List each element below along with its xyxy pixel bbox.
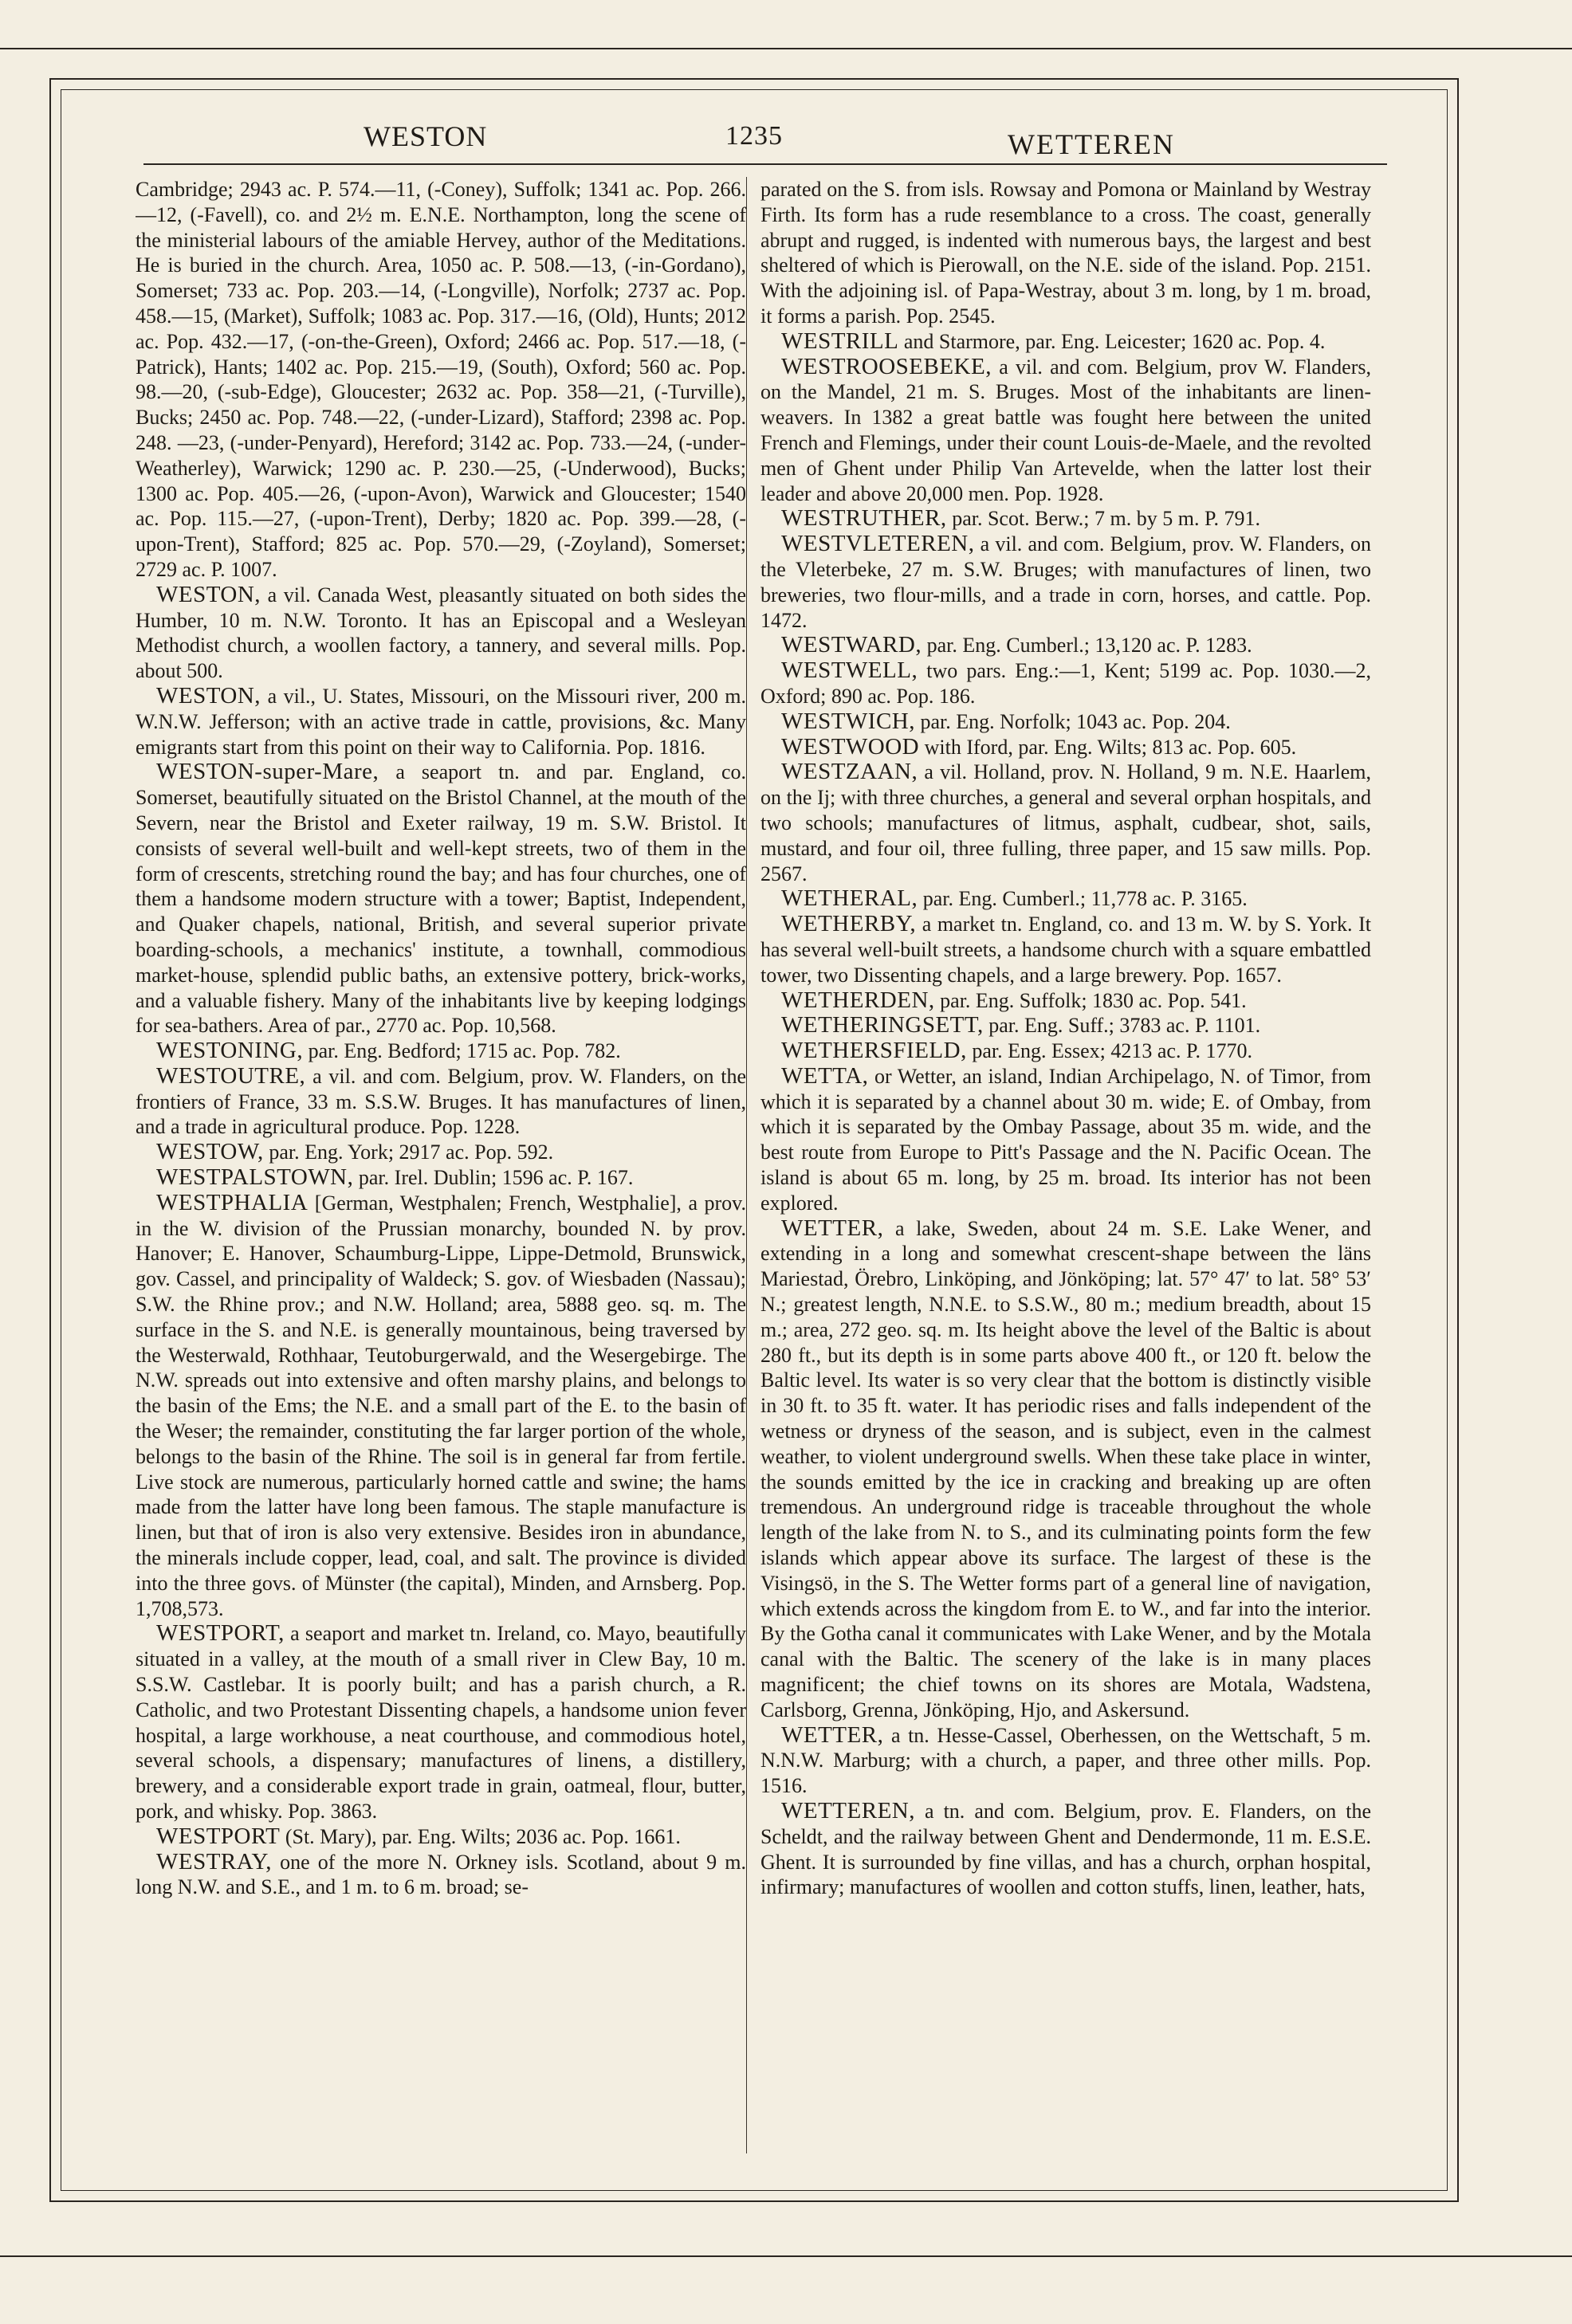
- entry: [760, 633, 1371, 658]
- entry-text: [German, Westphalen; French, Westphalie], a prov. in the W. division of the Prussian monarchy, bounded N. by prov. Hanover; E. Hanover, Schaumburg-Lippe, Lippe-Detmold, Brunswick, gov. Cassel, and principality of Waldeck; S. gov. of Wiesbaden (Nassau); S.W. the Rhine prov.; and N.W. Holland; area, 5888 geo. sq. m. The surface in the S. and N.E. is generally mountainous, being traversed by the Westerwald, Rothhaar, Teutoburgerwald, and the Wesergebirge. The N.W. spreads out into extensive and often marshy plains, and belongs to the basin of the Ems; the N.E. and a small part of the E. to the basin of the Weser; the remainder, constituting the far larger portion of the whole, belongs to the basin of the Rhine. The soil is in general far from fertile. Live stock are numerous, particularly horned cattle and swine; the hams made from the latter have long been famous. The staple manufacture is linen, but that of iron is also very extensive. Besides iron in abundance, the minerals include copper, lead, coal, and salt. The province is divided into the three govs. of Münster (the capital), Minden, and Arnsberg. Pop. 1,708,573.: [136, 1191, 746, 1620]
- entry: [136, 1824, 746, 1850]
- entry: [760, 1216, 1371, 1723]
- entry-text: par. Eng. Cumberl.; 11,778 ac. P. 3165.: [922, 887, 1248, 911]
- entry-headword: WESTVLETEREN,: [781, 531, 975, 557]
- entry: [136, 583, 746, 684]
- entry: [760, 177, 1371, 329]
- entry-text: par. Eng. Essex; 4213 ac. P. 1770.: [972, 1039, 1253, 1063]
- entry-headword: WETHERINGSETT,: [781, 1012, 984, 1038]
- entry-headword: WESTZAAN,: [781, 759, 918, 785]
- entry-text: (St. Mary), par. Eng. Wilts; 2036 ac. Pop. 1661.: [285, 1824, 681, 1848]
- entry-headword: WESTRUTHER,: [781, 505, 947, 532]
- entry-headword: WESTON,: [156, 581, 261, 607]
- entry: [136, 1064, 746, 1140]
- entry-headword: WETHERBY,: [781, 911, 917, 937]
- right-column: [760, 177, 1371, 2161]
- entry-text: par. Irel. Dublin; 1596 ac. P. 167.: [358, 1166, 634, 1190]
- entry-text: par. Eng. Bedford; 1715 ac. Pop. 782.: [308, 1039, 621, 1063]
- entry: [136, 177, 746, 583]
- entry-headword: WESTRILL: [781, 328, 899, 354]
- entry-text: a vil. and com. Belgium, prov W. Flanders, on the Mandel, 21 m. S. Bruges. Most of the inhabitants are linen-weavers. In 1382 a great battle was fought here between the united French and Flemings, under their count Louis-de-Maele, and the revolted men of Ghent under Philip Van Artevelde, when the latter lost their leader and above 20,000 men. Pop. 1928.: [760, 355, 1371, 505]
- entry-text: one of the more N. Orkney isls. Scotland, about 9 m. long N.W. and S.E., and 1 m. to 6 m. broad; se-: [136, 1850, 746, 1899]
- entry-text: a seaport and market tn. Ireland, co. Mayo, beautifully situated in a valley, at the mouth of a small river in Clew Bay, 10 m. S.S.W. Castlebar. It is poorly built; and has a parish church, a R. Catholic, and two Protestant Dissenting chapels, a handsome union fever hospital, a large workhouse, a neat courthouse, and commodious hotel, several schools, a dispensary; manufactures of linens, a distillery, brewery, and a considerable export trade in grain, oatmeal, flour, butter, pork, and whisky. Pop. 3863.: [136, 1622, 746, 1823]
- entry: [136, 1038, 746, 1064]
- entry: [760, 709, 1371, 735]
- entry-headword: WESTOUTRE,: [156, 1062, 306, 1089]
- entry: [760, 760, 1371, 886]
- entry-text: a tn. Hesse-Cassel, Oberhessen, on the Wettschaft, 5 m. N.N.W. Marburg; with a church, a paper, and three other mills. Pop. 1516.: [760, 1723, 1371, 1798]
- entry: [136, 1621, 746, 1823]
- entry-text: par. Eng. York; 2917 ac. Pop. 592.: [269, 1140, 554, 1164]
- entry: [760, 329, 1371, 355]
- entry-headword: WETTA,: [781, 1062, 869, 1089]
- entry-headword: WETHERAL,: [781, 885, 918, 912]
- entry-headword: WETTEREN,: [781, 1798, 915, 1823]
- entry-headword: WETTER,: [781, 1215, 884, 1241]
- entry-headword: WESTPHALIA: [156, 1189, 309, 1215]
- entry-headword: WETTER,: [781, 1721, 884, 1748]
- entry-text: par. Eng. Suffolk; 1830 ac. Pop. 541.: [940, 988, 1247, 1012]
- entry: [760, 658, 1371, 709]
- bottom-rule: [0, 2255, 1572, 2257]
- entry-text: par. Eng. Cumberl.; 13,120 ac. P. 1283.: [926, 634, 1252, 658]
- entry-text: a lake, Sweden, about 24 m. S.E. Lake Wener, and extending in a long and somewhat crescent-shape between the läns Mariestad, Örebro, Linköping, and Jönköping; lat. 57° 47′ to lat. 58° 53′ N.; greatest length, N.N.E. to S.S.W., 80 m.; medium breadth, about 15 m.; area, 272 geo. sq. m. Its height above the level of the Baltic is about 280 ft., but its depth is in some parts above 400 ft., or 120 ft. below the Baltic level. Its water is so very clear that the bottom is distinctly visible in 30 ft. to 35 ft. water. It has periodic rises and falls independent of the wetness or dryness of the season, and is subject, even in the calmest weather, to violent underground swells. When these take place in winter, the sounds emitted by the ice in cracking and breaking up are often tremendous. An underground ridge is traceable throughout the whole length of the lake from N. to S., and its culminating points form the few islands which appear above its surface. The largest of these is the Visingsö, in the S. The Wetter forms part of a general line of navigation, which extends across the kingdom from E. to W., and far into the interior. By the Gotha canal it communicates with Lake Wener, and by the Motala canal with the Baltic. The scenery of the lake is in many places magnificent; the chief towns on its shores are Motala, Wadstena, Carlsborg, Grenna, Jönköping, Hjo, and Askersund.: [760, 1216, 1371, 1721]
- entry: [760, 735, 1371, 760]
- entry-text: a vil., U. States, Missouri, on the Missouri river, 200 m. W.N.W. Jefferson; with an active trade in cattle, provisions, &c. Many emigrants start from this point on their way to California. Pop. 1816.: [136, 684, 746, 759]
- entry: [760, 532, 1371, 633]
- entry-headword: WETHERSFIELD,: [781, 1038, 967, 1064]
- entry-headword: WESTWARD,: [781, 632, 922, 658]
- entry-headword: WESTRAY,: [156, 1848, 273, 1875]
- entry-headword: WETHERDEN,: [781, 987, 935, 1013]
- entry: [760, 355, 1371, 507]
- entry-text: or Wetter, an island, Indian Archipelago, N. of Timor, from which it is separated by a channel about 30 m. wide; E. of Ombay, from which it is separated by the Ombay Passage, about 35 m. wide, and the best route from Europe to Pitt's Passage and the N. Pacific Ocean. The island is about 65 m. long, by 25 m. broad. Its interior has not been explored.: [760, 1064, 1371, 1215]
- entry-text: a tn. and com. Belgium, prov. E. Flanders, on the Scheldt, and the railway between Ghent and Dendermonde, 11 m. E.S.E. Ghent. It is surrounded by fine villas, and has a church, orphan hospital, infirmary; manufactures of woollen and cotton stuffs, linen, leather, hats,: [760, 1800, 1371, 1899]
- entry-text: a market tn. England, co. and 13 m. W. by S. York. It has several well-built streets, a handsome church with a square embattled tower, two Dissenting chapels, and a large brewery. Pop. 1657.: [760, 913, 1371, 987]
- page-header: [0, 113, 1572, 161]
- entry-text: a vil. Holland, prov. N. Holland, 9 m. N.E. Haarlem, on the Ij; with three churches, a general and several orphan hospitals, and two schools; manufactures of litmus, asphalt, cudbear, shot, sails, mustard, and four oil, three fulling, three paper, and 15 saw mills. Pop. 2567.: [760, 760, 1371, 885]
- entry: [136, 1165, 746, 1191]
- entry: [760, 1038, 1371, 1064]
- entry-text: a vil. and com. Belgium, prov. W. Flanders, on the frontiers of France, 33 m. S.S.W. Bruges. It has manufactures of linen, and a trade in agricultural produce. Pop. 1228.: [136, 1064, 746, 1139]
- entry-headword: WESTROOSEBEKE,: [781, 353, 992, 379]
- entry-text: and Starmore, par. Eng. Leicester; 1620 ac. Pop. 4.: [903, 329, 1326, 353]
- entry-headword: WESTON,: [156, 682, 261, 709]
- entry: [760, 988, 1371, 1014]
- header-left-guideword: WESTON: [364, 120, 488, 152]
- entry: [760, 506, 1371, 532]
- entry-text: par. Scot. Berw.; 7 m. by 5 m. P. 791.: [952, 507, 1261, 531]
- header-rule: [143, 163, 1387, 165]
- entry-headword: WESTPORT,: [156, 1620, 285, 1647]
- entry-headword: WESTOW,: [156, 1139, 264, 1165]
- entry: [136, 1191, 746, 1622]
- entry: [760, 1723, 1371, 1799]
- header-right-guideword: WETTEREN: [1008, 128, 1175, 160]
- entry: [760, 1799, 1371, 1900]
- entry-headword: WESTPORT: [156, 1823, 281, 1849]
- page-number: 1235: [725, 121, 783, 151]
- entry-text: with Iford, par. Eng. Wilts; 813 ac. Pop. 605.: [924, 735, 1297, 759]
- entry: [136, 1140, 746, 1165]
- entry-headword: WESTONING,: [156, 1038, 304, 1064]
- column-divider: [746, 177, 747, 2153]
- top-rule: [0, 48, 1572, 49]
- entry: [136, 684, 746, 760]
- entry-text: parated on the S. from isls. Rowsay and Pomona or Mainland by Westray Firth. Its form has a rude resemblance to a cross. The coast, generally abrupt and rugged, is indented with numerous bays, the largest and best sheltered of which is Pierowall, on the N.E. side of the island. Pop. 2151. With the adjoining isl. of Papa-Westray, about 3 m. long, by 1 m. broad, it forms a parish. Pop. 2545.: [760, 178, 1371, 328]
- entry: [760, 886, 1371, 912]
- entry: [136, 760, 746, 1038]
- entry-headword: WESTWOOD: [781, 733, 920, 760]
- entry-text: two pars. Eng.:—1, Kent; 5199 ac. Pop. 1030.—2, Oxford; 890 ac. Pop. 186.: [760, 659, 1371, 708]
- entry: [760, 912, 1371, 987]
- entry: [760, 1064, 1371, 1216]
- entry-text: a vil. Canada West, pleasantly situated on both sides the Humber, 10 m. N.W. Toronto. It has an Episcopal and a Wesleyan Methodist church, a woollen factory, a tannery, and several mills. Pop. about 500.: [136, 583, 746, 683]
- entry-headword: WESTPALSTOWN,: [156, 1164, 354, 1191]
- entry-headword: WESTWELL,: [781, 658, 918, 684]
- entry-text: par. Eng. Suff.; 3783 ac. P. 1101.: [988, 1014, 1261, 1038]
- entry-text: a seaport tn. and par. England, co. Somerset, beautifully situated on the Bristol Channel, at the mouth of the Severn, near the Bristol and Exeter railway, 19 m. S.W. Bristol. It consists of several well-built and well-kept streets, two of them in the form of crescents, stretching round the bay; and has four churches, one of them a handsome modern structure with a tower; Baptist, Independent, and Quaker chapels, national, British, and several superior private boarding-schools, a mechanics' institute, a townhall, commodious market-house, splendid public baths, an extensive pottery, brick-works, and a valuable fishery. Many of the inhabitants live by keeping lodgings for sea-bathers. Area of par., 2770 ac. Pop. 10,568.: [136, 760, 746, 1038]
- entry-text: Cambridge; 2943 ac. P. 574.—11, (-Coney), Suffolk; 1341 ac. Pop. 266.—12, (-Favell), co. and 2½ m. E.N.E. Northampton, long the scene of the ministerial labours of the amiable Hervey, author of the Meditations. He is buried in the church. Area, 1050 ac. P. 508.—13, (-in-Gordano), Somerset; 733 ac. Pop. 203.—14, (-Longville), Norfolk; 2737 ac. Pop. 458.—15, (Market), Suffolk; 1083 ac. Pop. 317.—16, (Old), Hunts; 2012 ac. Pop. 432.—17, (-on-the-Green), Oxford; 2466 ac. Pop. 517.—18, (-Patrick), Hants; 1402 ac. Pop. 215.—19, (South), Oxford; 560 ac. Pop. 98.—20, (-sub-Edge), Gloucester; 2632 ac. Pop. 358—21, (-Turville), Bucks; 2450 ac. Pop. 748.—22, (-under-Lizard), Stafford; 2398 ac. Pop. 248. —23, (-under-Penyard), Hereford; 3142 ac. Pop. 733.—24, (-under-Weatherley), Warwick; 1290 ac. P. 230.—25, (-Underwood), Bucks; 1300 ac. Pop. 405.—26, (-upon-Avon), Warwick and Gloucester; 1540 ac. Pop. 115.—27, (-upon-Trent), Derby; 1820 ac. Pop. 399.—28, (-upon-Trent), Stafford; 825 ac. Pop. 570.—29, (-Zoyland), Somerset; 2729 ac. P. 1007.: [136, 178, 746, 581]
- entry-text: par. Eng. Norfolk; 1043 ac. Pop. 204.: [920, 709, 1231, 733]
- entry-headword: WESTON-super-Mare,: [156, 759, 379, 785]
- entry: [136, 1850, 746, 1901]
- entry-headword: WESTWICH,: [781, 708, 915, 734]
- entry-text: a vil. and com. Belgium, prov. W. Flanders, on the Vleterbeke, 27 m. S.W. Bruges; with manufactures of linen, two breweries, two flour-mills, and a trade in corn, horses, and cattle. Pop. 1472.: [760, 532, 1371, 632]
- left-column: [136, 177, 746, 2161]
- entry: [760, 1013, 1371, 1038]
